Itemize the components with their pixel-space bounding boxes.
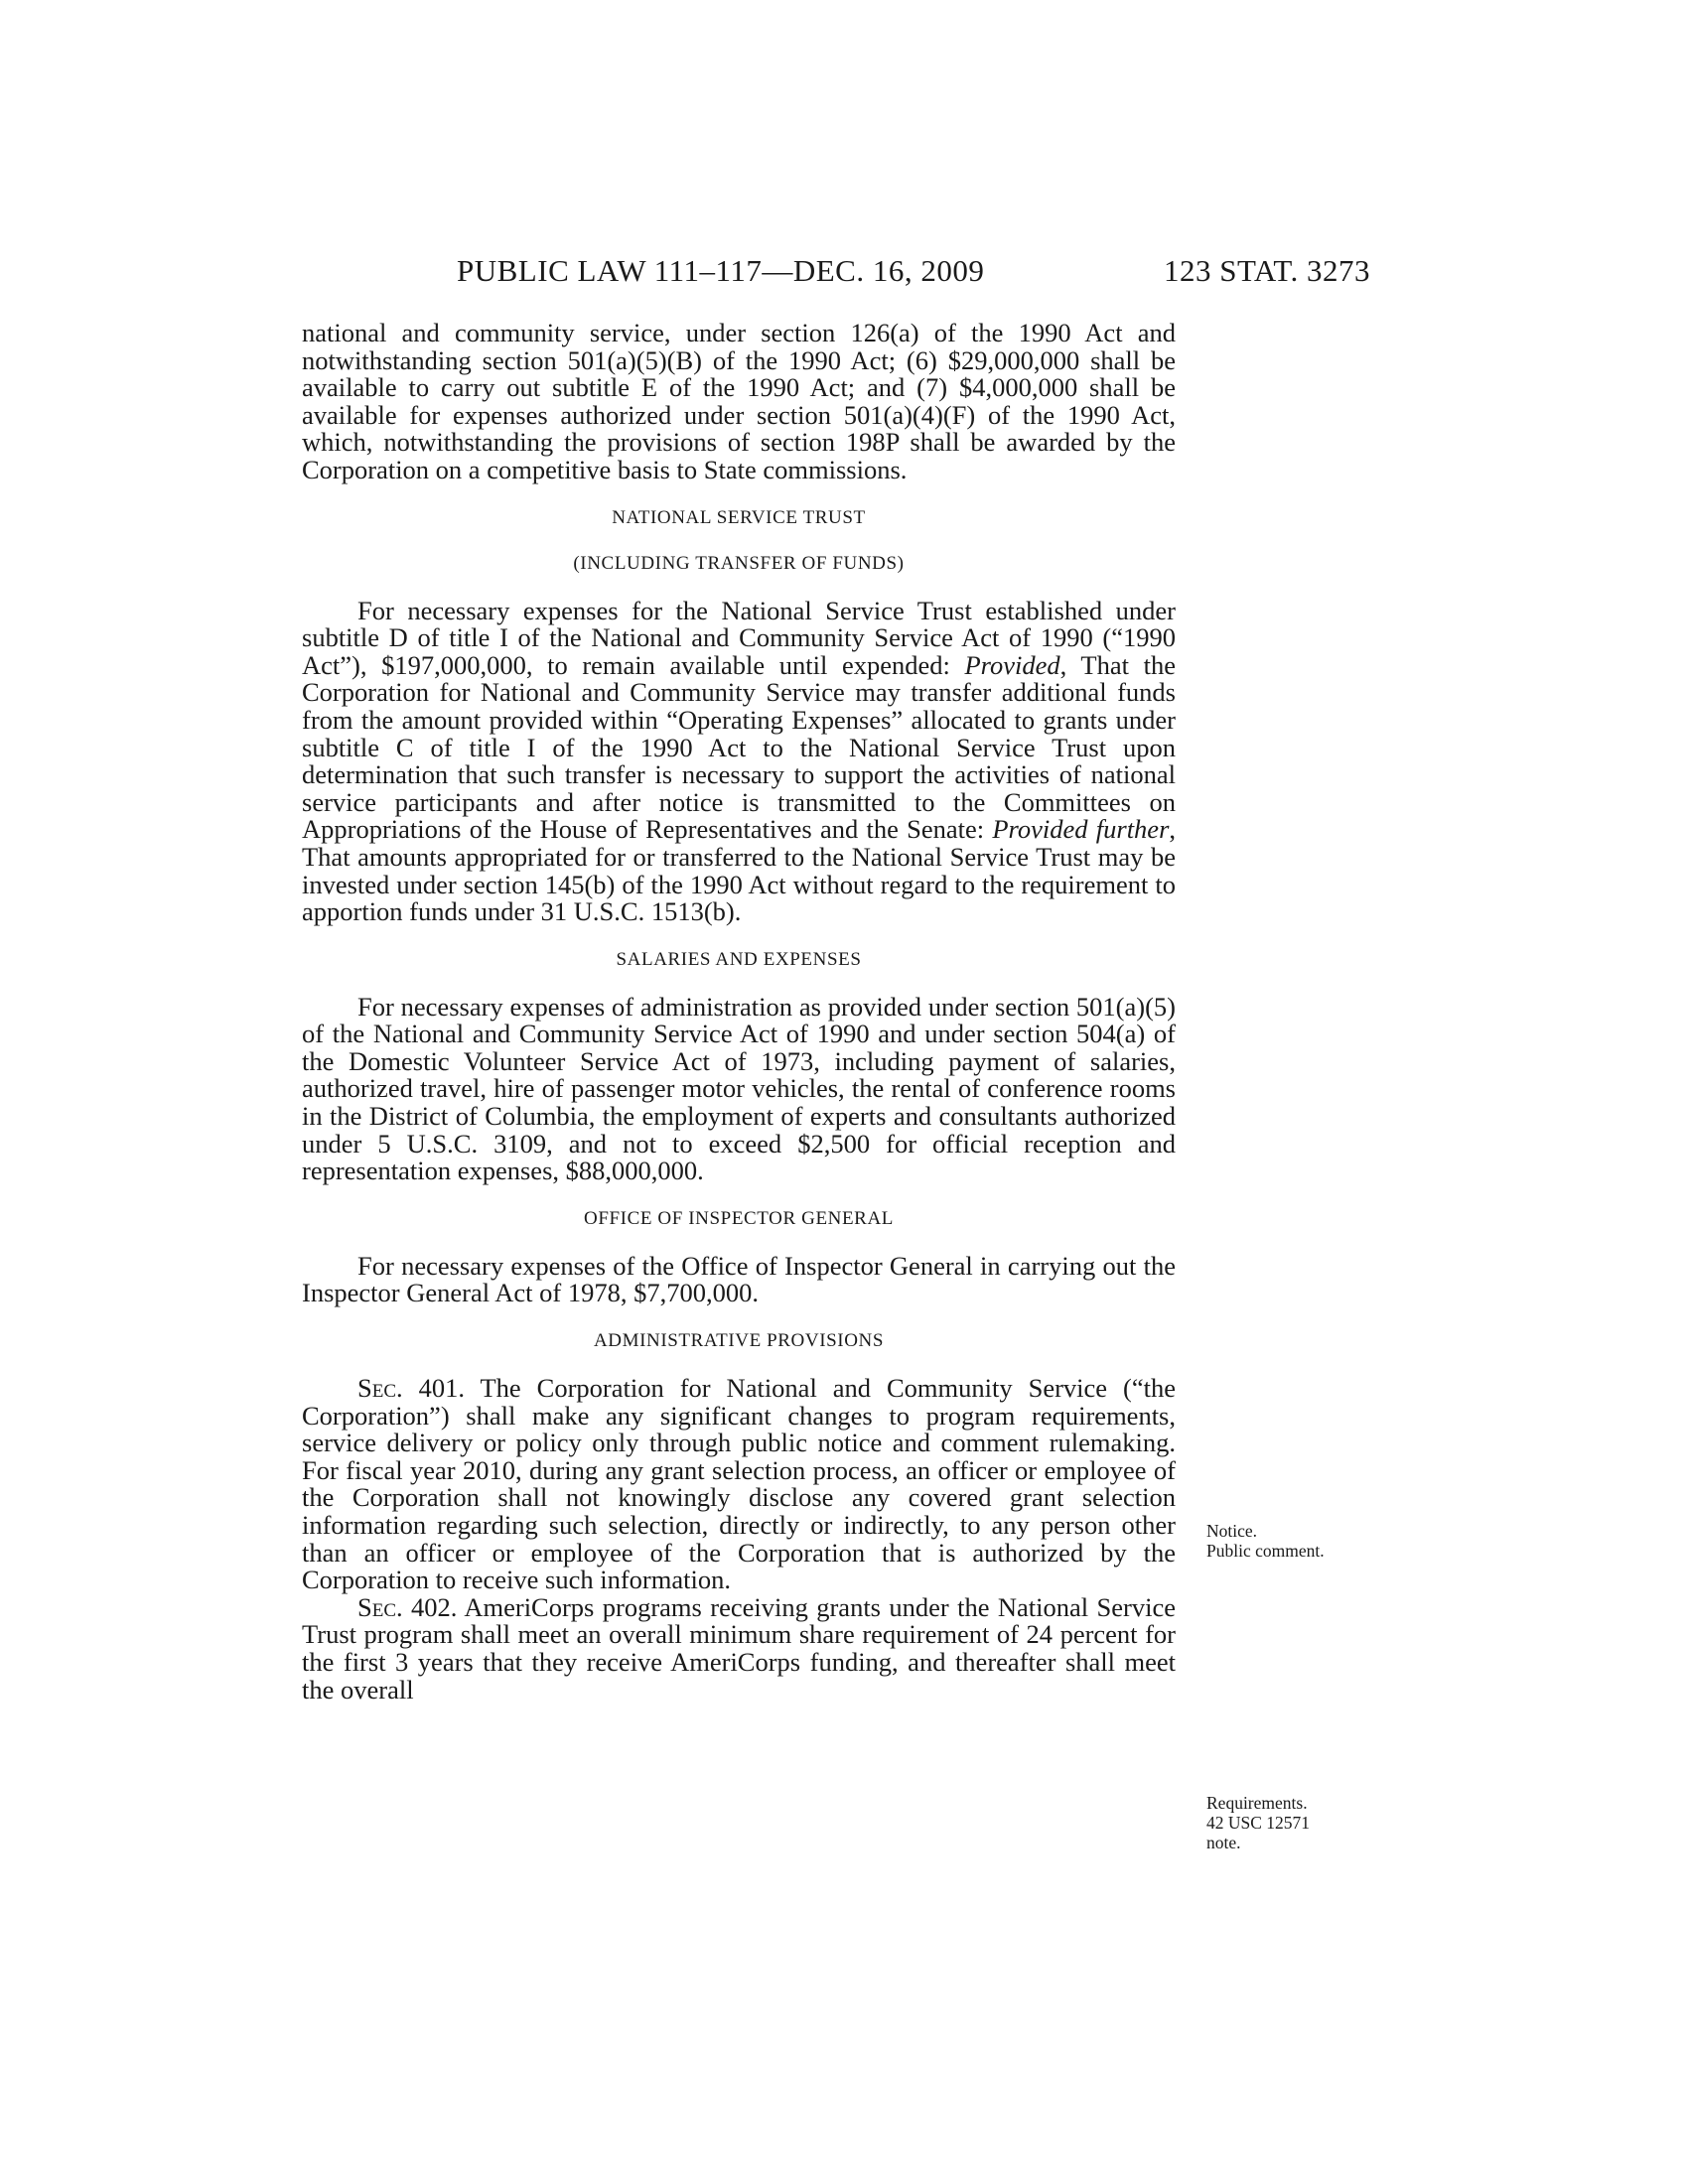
section-heading-oig: OFFICE OF INSPECTOR GENERAL [584,1207,894,1229]
section-heading-admin: ADMINISTRATIVE PROVISIONS [593,1330,885,1352]
section-subheading-transfer: (INCLUDING TRANSFER OF FUNDS) [573,552,905,574]
provided-term: Provided [964,649,1060,680]
trust-paragraph [302,595,1177,927]
running-head [298,253,1370,293]
margin-note-requirements: Requirements. [1206,1793,1308,1813]
margin-note-sec-402 [1206,1793,1405,1852]
sec-401-paragraph [302,1375,1176,1594]
margin-note-usc-cite: 42 USC 12571 [1206,1813,1311,1833]
trust-text-part1: For necessary expenses for the National Service Trust established under subtitle D of title I of the National and Community Service Act of 1990 (“1990 Act”), $197,000,000, to remain available until expended: [302,595,1176,680]
oig-paragraph: For necessary expenses of the Office of Inspector General in carrying out the Inspector General Act of 1978, $7,700,000. [302,1250,1176,1308]
sec-401-label: Sec. 401. [357,1373,465,1404]
sec-402-text: AmeriCorps programs receiving grants under the National Service Trust program shall meet an overall minimum share requirement of 24 percent for the first 3 years that they receive AmeriCorps funding, and thereafter shall meet the overall [302,1591,1176,1705]
margin-note-public-comment: Public comment. [1206,1541,1325,1561]
sec-402-paragraph [302,1591,1176,1705]
sec-402-label: Sec. 402. [357,1591,458,1622]
stat-citation: 123 STAT. 3273 [1163,253,1370,288]
section-heading-salaries: SALARIES AND EXPENSES [616,948,862,970]
provided-further-term: Provided further [992,814,1170,845]
trust-text-part2: , That the Corporation for National and Community Service may transfer additional funds from the amount provided within “Operating Expenses” allocated to grants under subtitle C of title I of the 1990 Act to the National Service Trust upon determination that such transfer is necessary to support the activities of national service participants and after notice is transmitted to the Committees on Appropriations of the House of Representatives and the Senate: [302,649,1176,845]
salaries-paragraph: For necessary expenses of administration as provided under section 501(a)(5) of the National and Community Service Act of 1990 and under section 504(a) of the Domestic Volunteer Service Act of 1973, including payment of salaries, authorized travel, hire of passenger motor vehicles, the rental of conference rooms in the District of Columbia, the employment of experts and consultants authorized under 5 U.S.C. 3109, and not to exceed $2,500 for official reception and representation expenses, $88,000,000. [302,991,1176,1186]
margin-note-note: note. [1206,1833,1241,1852]
margin-note-notice: Notice. [1206,1521,1258,1541]
trust-text-part3: , That amounts appropriated for or transferred to the National Service Trust may be invested under section 145(b) of the 1990 Act without regard to the requirement to apportion funds under 31 U.S.C. 1513(b). [302,814,1177,927]
law-title: PUBLIC LAW 111–117—DEC. 16, 2009 [457,253,985,288]
body-column [302,320,1176,1704]
intro-paragraph: national and community service, under section 126(a) of the 1990 Act and notwithstanding section 501(a)(5)(B) of the 1990 Act; (6) $29,000,000 shall be available to carry out subtitle E of the 1990 Act; and (7) $4,000,000 shall be available for expenses authorized under section 501(a)(4)(F) of the 1990 Act, which, notwithstanding the provisions of section 198P shall be awarded by the Corporation on a competitive basis to State commissions. [302,318,1176,484]
sec-401-text: The Corporation for National and Community Service (“the Corporation”) shall make any significant changes to program requirements, service delivery or policy only through public notice and comment rulemaking. For fiscal year 2010, during any grant selection process, an officer or employee of the Corporation shall not knowingly disclose any covered grant selection information regarding such selection, directly or indirectly, to any person other than an officer or employee of the Corporation that is authorized by the Corporation to receive such information. [302,1373,1176,1595]
section-heading-trust: NATIONAL SERVICE TRUST [612,506,866,528]
margin-note-sec-401 [1206,1521,1405,1561]
